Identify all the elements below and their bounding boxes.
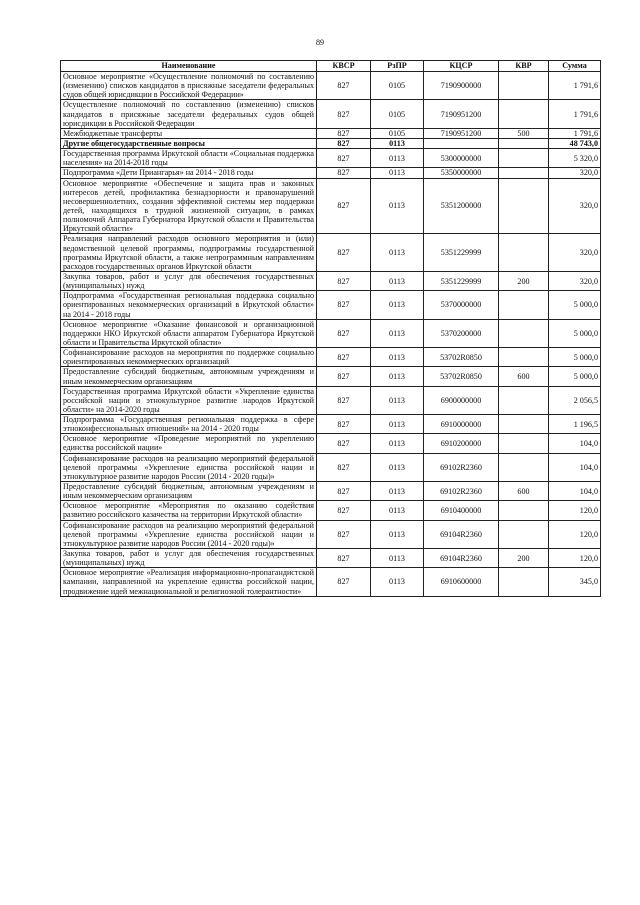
row-sum: 320,0 xyxy=(549,271,601,290)
table-row xyxy=(61,178,601,234)
row-kvr xyxy=(499,168,549,178)
table-row xyxy=(61,549,601,568)
row-name: Осуществление полномочий по составлению (изменению) списков кандидатов в присяжные заседатели федеральных судов общей юрисдикции в Российской Федерации xyxy=(61,100,317,128)
row-sum: 104,0 xyxy=(549,482,601,501)
row-name: Закупка товаров, работ и услуг для обеспечения государственных (муниципальных) нужд xyxy=(61,271,317,290)
row-kcsr: 6910000000 xyxy=(424,415,499,434)
row-kcsr: 5350000000 xyxy=(424,168,499,178)
row-kvsr: 827 xyxy=(317,453,371,481)
row-kcsr: 5370200000 xyxy=(424,319,499,347)
row-kcsr: 69102R2360 xyxy=(424,482,499,501)
row-kvsr: 827 xyxy=(317,415,371,434)
row-rzpr: 0105 xyxy=(371,100,424,128)
row-kvr xyxy=(499,149,549,168)
table-row xyxy=(61,348,601,367)
table-row xyxy=(61,100,601,128)
row-name: Софинансирование расходов на реализацию мероприятий федеральной целевой программы «Укрепление единства российской нации и этнокультурное развитие народов России (2014 - 2020 годы)» xyxy=(61,453,317,481)
table-row xyxy=(61,415,601,434)
row-rzpr: 0105 xyxy=(371,128,424,138)
row-rzpr: 0113 xyxy=(371,568,424,596)
row-rzpr: 0113 xyxy=(371,149,424,168)
row-sum: 320,0 xyxy=(549,168,601,178)
table-row xyxy=(61,367,601,386)
table-row xyxy=(61,501,601,520)
row-name: Подпрограмма «Государственная региональная поддержка в сфере этноконфессиональных отношений» на 2014 - 2020 годы xyxy=(61,415,317,434)
row-rzpr: 0113 xyxy=(371,501,424,520)
budget-table xyxy=(60,60,601,597)
table-row xyxy=(61,482,601,501)
row-kcsr: 7190951200 xyxy=(424,128,499,138)
row-rzpr: 0113 xyxy=(371,415,424,434)
row-kvr xyxy=(499,234,549,272)
table-row xyxy=(61,453,601,481)
header-rzpr: РзПР xyxy=(371,61,424,72)
row-rzpr: 0113 xyxy=(371,271,424,290)
row-kcsr: 5351229999 xyxy=(424,234,499,272)
table-row xyxy=(61,568,601,596)
row-rzpr: 0105 xyxy=(371,72,424,100)
row-name: Закупка товаров, работ и услуг для обеспечения государственных (муниципальных) нужд xyxy=(61,549,317,568)
table-row xyxy=(61,271,601,290)
row-kvr xyxy=(499,434,549,453)
table-row xyxy=(61,291,601,319)
row-kvsr: 827 xyxy=(317,271,371,290)
row-name: Основное мероприятие «Оказание финансовой и организационной поддержки НКО Иркутской области аппаратом Губернатора Иркутской области и Правительства Иркутской области» xyxy=(61,319,317,347)
row-name: Подпрограмма «Государственная региональная поддержка социально ориентированных некоммерческих организаций в Иркутской области» на 2014 - 2018 годы xyxy=(61,291,317,319)
row-kvsr: 827 xyxy=(317,178,371,234)
table-row xyxy=(61,434,601,453)
row-name: Софинансирование расходов на реализацию мероприятий федеральной целевой программы «Укрепление единства российской нации и этнокультурное развитие народов России (2014 - 2020 годы)» xyxy=(61,520,317,548)
row-kvr xyxy=(499,319,549,347)
row-kcsr: 69102R2360 xyxy=(424,453,499,481)
row-kvr: 600 xyxy=(499,482,549,501)
table-row xyxy=(61,168,601,178)
row-name: Основное мероприятие «Мероприятия по оказанию содействия развитию российского казачества на территории Иркутской области» xyxy=(61,501,317,520)
row-sum: 48 743,0 xyxy=(549,138,601,148)
table-row xyxy=(61,72,601,100)
header-kcsr: КЦСР xyxy=(424,61,499,72)
table-row xyxy=(61,128,601,138)
table-row xyxy=(61,138,601,148)
row-sum: 1 791,6 xyxy=(549,128,601,138)
row-kvsr: 827 xyxy=(317,367,371,386)
row-kvr: 600 xyxy=(499,367,549,386)
row-kcsr: 6910200000 xyxy=(424,434,499,453)
row-kvsr: 827 xyxy=(317,319,371,347)
header-kvr: КВР xyxy=(499,61,549,72)
row-kcsr: 69104R2360 xyxy=(424,549,499,568)
row-name: Предоставление субсидий бюджетным, автономным учреждениям и иным некоммерческим организациям xyxy=(61,367,317,386)
row-sum: 120,0 xyxy=(549,520,601,548)
row-kvr: 200 xyxy=(499,549,549,568)
row-sum: 104,0 xyxy=(549,453,601,481)
table-row xyxy=(61,149,601,168)
row-name: Государственная программа Иркутской области «Укрепление единства российской нации и этнокультурное развитие народов Иркутской области» на 2014-2020 годы xyxy=(61,386,317,414)
row-kvr: 500 xyxy=(499,128,549,138)
row-kvr xyxy=(499,138,549,148)
row-sum: 2 056,5 xyxy=(549,386,601,414)
row-name: Предоставление субсидий бюджетным, автономным учреждениям и иным некоммерческим организациям xyxy=(61,482,317,501)
row-sum: 1 791,6 xyxy=(549,72,601,100)
row-kcsr: 6910400000 xyxy=(424,501,499,520)
row-sum: 104,0 xyxy=(549,434,601,453)
row-kvsr: 827 xyxy=(317,520,371,548)
row-kvsr: 827 xyxy=(317,168,371,178)
row-name: Другие общегосударственные вопросы xyxy=(61,138,317,148)
row-kcsr: 6900000000 xyxy=(424,386,499,414)
row-kcsr: 7190951200 xyxy=(424,100,499,128)
row-rzpr: 0113 xyxy=(371,319,424,347)
row-sum: 5 320,0 xyxy=(549,149,601,168)
row-name: Межбюджетные трансферты xyxy=(61,128,317,138)
row-kvr xyxy=(499,291,549,319)
row-kvr xyxy=(499,501,549,520)
row-kvsr: 827 xyxy=(317,138,371,148)
row-name: Основное мероприятие «Реализация информационно-пропагандистской кампании, направленной на укрепление единства российской нации, продвижение идей межнациональной и религиозной толерантности» xyxy=(61,568,317,596)
row-sum: 320,0 xyxy=(549,234,601,272)
row-rzpr: 0113 xyxy=(371,434,424,453)
row-sum: 5 000,0 xyxy=(549,367,601,386)
row-kcsr xyxy=(424,138,499,148)
row-kvr xyxy=(499,386,549,414)
table-body xyxy=(61,72,601,597)
row-kcsr: 5300000000 xyxy=(424,149,499,168)
row-rzpr: 0113 xyxy=(371,178,424,234)
row-kvsr: 827 xyxy=(317,291,371,319)
header-kvsr: КВСР xyxy=(317,61,371,72)
row-kvsr: 827 xyxy=(317,348,371,367)
row-sum: 5 000,0 xyxy=(549,348,601,367)
row-name: Государственная программа Иркутской области «Социальная поддержка населения» на 2014-2018 годы xyxy=(61,149,317,168)
row-kvsr: 827 xyxy=(317,100,371,128)
row-name: Основное мероприятие «Осуществление полномочий по составлению (изменению) списков кандидатов в присяжные заседатели федеральных судов общей юрисдикции в Российской Федерации» xyxy=(61,72,317,100)
row-sum: 120,0 xyxy=(549,549,601,568)
row-rzpr: 0113 xyxy=(371,386,424,414)
row-kcsr: 5370000000 xyxy=(424,291,499,319)
row-kvr xyxy=(499,568,549,596)
row-kvsr: 827 xyxy=(317,234,371,272)
row-rzpr: 0113 xyxy=(371,367,424,386)
row-kvsr: 827 xyxy=(317,501,371,520)
table-row xyxy=(61,319,601,347)
row-name: Основное мероприятие «Проведение мероприятий по укреплению единства российской нации» xyxy=(61,434,317,453)
row-sum: 1 196,5 xyxy=(549,415,601,434)
table-row xyxy=(61,520,601,548)
row-kvsr: 827 xyxy=(317,549,371,568)
header-sum: Сумма xyxy=(549,61,601,72)
row-kcsr: 6910600000 xyxy=(424,568,499,596)
row-rzpr: 0113 xyxy=(371,453,424,481)
row-name: Основное мероприятие «Обеспечение и защита прав и законных интересов детей, профилактика безнадзорности и правонарушений несовершеннолетних, создания эффективной системы мер поддержки детей, находящихся в трудной жизненной ситуации, в рамках полномочий Аппарата Губернатора Иркутской области и Правительства Иркутской области» xyxy=(61,178,317,234)
row-sum: 5 000,0 xyxy=(549,319,601,347)
row-rzpr: 0113 xyxy=(371,549,424,568)
row-kcsr: 5351229999 xyxy=(424,271,499,290)
row-kcsr: 69104R2360 xyxy=(424,520,499,548)
row-sum: 345,0 xyxy=(549,568,601,596)
table-header-row xyxy=(61,61,601,72)
row-kcsr: 53702R0850 xyxy=(424,367,499,386)
row-kcsr: 5351200000 xyxy=(424,178,499,234)
page-number: 89 xyxy=(316,38,324,47)
row-rzpr: 0113 xyxy=(371,348,424,367)
row-kvr xyxy=(499,415,549,434)
row-kvr: 200 xyxy=(499,271,549,290)
row-kvr xyxy=(499,178,549,234)
row-rzpr: 0113 xyxy=(371,234,424,272)
table-row xyxy=(61,386,601,414)
row-kvsr: 827 xyxy=(317,434,371,453)
row-kvsr: 827 xyxy=(317,72,371,100)
row-kcsr: 53702R0850 xyxy=(424,348,499,367)
row-kvsr: 827 xyxy=(317,128,371,138)
row-kvr xyxy=(499,72,549,100)
row-kvsr: 827 xyxy=(317,149,371,168)
row-kvsr: 827 xyxy=(317,386,371,414)
row-rzpr: 0113 xyxy=(371,520,424,548)
row-kvr xyxy=(499,100,549,128)
row-sum: 120,0 xyxy=(549,501,601,520)
row-kvr xyxy=(499,348,549,367)
row-kcsr: 7190900000 xyxy=(424,72,499,100)
row-kvsr: 827 xyxy=(317,568,371,596)
row-sum: 320,0 xyxy=(549,178,601,234)
row-rzpr: 0113 xyxy=(371,482,424,501)
table-row xyxy=(61,234,601,272)
row-rzpr: 0113 xyxy=(371,138,424,148)
row-name: Реализация направлений расходов основного мероприятия и (или) ведомственной целевой программы, подпрограммы государственной программы Иркутской области, а также непрограммным направлениям расходов государственных органов Иркутской области xyxy=(61,234,317,272)
header-name: Наименование xyxy=(61,61,317,72)
row-name: Софинансирование расходов на мероприятия по поддержке социально ориентированных некоммерческих организаций xyxy=(61,348,317,367)
row-sum: 1 791,6 xyxy=(549,100,601,128)
row-rzpr: 0113 xyxy=(371,168,424,178)
row-kvr xyxy=(499,520,549,548)
row-sum: 5 000,0 xyxy=(549,291,601,319)
row-name: Подпрограмма «Дети Приангарья» на 2014 - 2018 годы xyxy=(61,168,317,178)
row-kvr xyxy=(499,453,549,481)
row-kvsr: 827 xyxy=(317,482,371,501)
row-rzpr: 0113 xyxy=(371,291,424,319)
